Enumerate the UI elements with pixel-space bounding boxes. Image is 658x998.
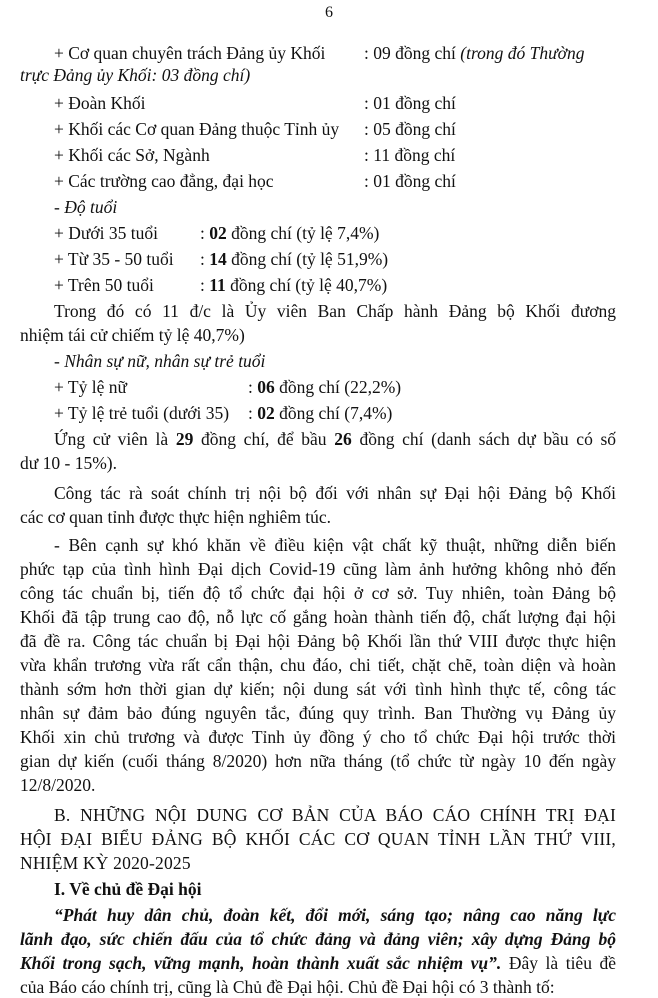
female-label-1: + Tỷ lệ nữ — [54, 377, 127, 397]
age-note-line-1: Trong đó có 11 đ/c là Ủy viên Ban Chấp hành Đảng bộ Khối đương — [54, 301, 616, 321]
section-b-line-1: B. NHỮNG NỘI DUNG CƠ BẢN CỦA BÁO CÁO CHÍNH TRỊ ĐẠI — [54, 805, 616, 825]
page-number: 6 — [325, 4, 333, 21]
struct-count-4: : 11 đồng chí — [364, 145, 456, 165]
age-count-1: 02 — [209, 223, 227, 243]
female-value-1: : 06 đồng chí (22,2%) — [248, 377, 402, 397]
female-heading: - Nhân sự nữ, nhân sự trẻ tuổi — [54, 351, 266, 371]
candidates-count: 29 — [175, 429, 194, 449]
candidates-text-2: đồng chí, để bầu — [201, 429, 327, 449]
struct-note-2: trực Đảng ủy Khối: 03 đồng chí) — [20, 65, 251, 85]
para-line-11: 12/8/2020. — [20, 775, 96, 795]
para-line-4: Khối đã tập trung cao độ, nỗ lực cố gắng hoàn thành tiến độ, chất lượng đại hội — [20, 607, 616, 627]
para-line-8: nhân sự đảm bảo đúng nguyên tắc, đúng quy trình. Ban Thường vụ Đảng ủy — [20, 703, 616, 723]
candidates-text-1: Ứng cử viên là — [54, 429, 169, 449]
struct-count-5: : 01 đồng chí — [364, 171, 456, 191]
theme-note: Đây là tiêu đề — [508, 953, 617, 973]
age-rate-3: đồng chí (tỷ lệ 40,7%) — [230, 275, 388, 295]
section-b-line-2: HỘI ĐẠI BIỂU ĐẢNG BỘ KHỐI CÁC CƠ QUAN TỈNH LẦN THỨ VIII, — [20, 829, 616, 849]
para-line-2: phức tạp của tình hình Đại dịch Covid-19 cũng làm ảnh hưởng không nhỏ đến — [20, 559, 616, 579]
female-rate-1: đồng chí (22,2%) — [279, 377, 402, 397]
section-b-line-3: NHIỆM KỲ 2020-2025 — [20, 853, 191, 873]
female-count-1: 06 — [257, 377, 275, 397]
theme-quote-end: Khối trong sạch, vững mạnh, hoàn thành xuất sắc nhiệm vụ”. — [20, 953, 502, 973]
para-line-10: gian dự kiến (cuối tháng 8/2020) hơn nữa tháng (tổ chức từ ngày 10 đến ngày — [20, 751, 616, 771]
female-label-2: + Tỷ lệ trẻ tuổi (dưới 35) — [54, 403, 230, 423]
section-i-line-4: của Báo cáo chính trị, cũng là Chủ đề Đại hội. Chủ đề Đại hội có 3 thành tố: — [20, 977, 555, 997]
age-label-3: + Trên 50 tuổi — [54, 275, 154, 295]
candidates-line-1 — [54, 428, 616, 450]
age-note-line-2: nhiệm tái cử chiếm tỷ lệ 40,7%) — [20, 325, 245, 345]
struct-note-1: (trong đó Thường — [460, 43, 585, 63]
struct-count-3: : 05 đồng chí — [364, 119, 456, 139]
age-label-1: + Dưới 35 tuổi — [54, 223, 158, 243]
theme-quote-line-1: “Phát huy dân chủ, đoàn kết, đổi mới, sáng tạo; nâng cao năng lực — [54, 905, 616, 925]
struct-label-3: + Khối các Cơ quan Đảng thuộc Tỉnh ủy — [54, 119, 340, 139]
review-line-2: các cơ quan tỉnh được thực hiện nghiêm túc. — [20, 507, 332, 527]
struct-count-1-text: : 09 đồng chí — [364, 43, 456, 63]
age-label-2: + Từ 35 - 50 tuổi — [54, 249, 174, 269]
candidates-text-3: đồng chí (danh sách dự bầu có số — [359, 429, 617, 449]
para-line-5: đã đề ra. Công tác chuẩn bị Đại hội Đảng bộ Khối lần thứ VIII được thực hiện — [20, 631, 616, 651]
elected-count: 26 — [334, 429, 352, 449]
struct-count-1 — [364, 42, 584, 64]
para-line-7: thành sớm hơn thời gian dự kiến; nội dung sát với tình hình thực tế, công tác — [20, 679, 616, 699]
para-line-3: công tác chuẩn bị, tiến độ tổ chức đại hội ở cơ sở. Tuy nhiên, toàn Đảng bộ — [20, 583, 616, 603]
age-rate-2: đồng chí (tỷ lệ 51,9%) — [231, 249, 389, 269]
para-line-1: - Bên cạnh sự khó khăn về điều kiện vật chất kỹ thuật, những diễn biến — [54, 535, 616, 555]
female-rate-2: đồng chí (7,4%) — [279, 403, 393, 423]
para-line-9: Khối xin chủ trương và được Tỉnh ủy đồng ý cho tổ chức Đại hội trước thời — [20, 727, 616, 747]
female-value-2: : 02 đồng chí (7,4%) — [248, 403, 393, 423]
struct-label-5: + Các trường cao đẳng, đại học — [54, 171, 274, 191]
theme-quote-line-3 — [20, 952, 616, 974]
struct-count-2: : 01 đồng chí — [364, 93, 456, 113]
struct-label-2: + Đoàn Khối — [54, 93, 146, 113]
struct-label-4: + Khối các Sở, Ngành — [54, 145, 210, 165]
age-count-2: 14 — [209, 249, 227, 269]
age-value-1: : 02 đồng chí (tỷ lệ 7,4%) — [200, 223, 380, 243]
age-count-3: 11 — [209, 275, 226, 295]
female-count-2: 02 — [257, 403, 275, 423]
struct-line-1 — [54, 42, 325, 64]
age-value-3: : 11 đồng chí (tỷ lệ 40,7%) — [200, 275, 388, 295]
age-rate-1: đồng chí (tỷ lệ 7,4%) — [231, 223, 380, 243]
section-i-heading: I. Về chủ đề Đại hội — [54, 879, 202, 899]
theme-quote-line-2: lãnh đạo, sức chiến đấu của tổ chức đảng và đảng viên; xây dựng Đảng bộ — [20, 929, 616, 949]
review-line-1: Công tác rà soát chính trị nội bộ đối với nhân sự Đại hội Đảng bộ Khối — [54, 483, 616, 503]
para-line-6: vừa khẩn trương vừa rất cẩn thận, chu đáo, chi tiết, chặt chẽ, toàn diện và hoàn — [20, 655, 616, 675]
age-value-2: : 14 đồng chí (tỷ lệ 51,9%) — [200, 249, 389, 269]
candidates-line-2: dư 10 - 15%). — [20, 453, 117, 473]
struct-label-1: + Cơ quan chuyên trách Đảng ủy Khối — [54, 43, 326, 63]
age-heading: - Độ tuổi — [54, 197, 118, 217]
